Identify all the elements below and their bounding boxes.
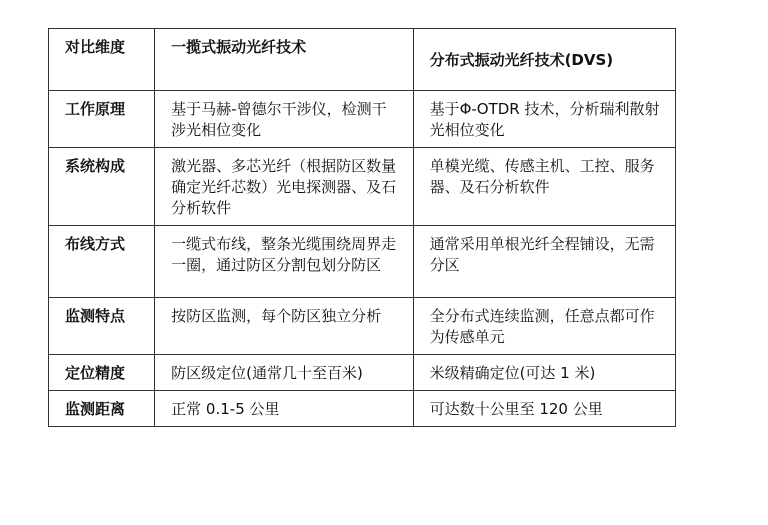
table-row bbox=[49, 226, 676, 298]
table-row bbox=[49, 355, 676, 391]
row-tech-a: 基于马赫-曾德尔干涉仪，检测干涉光相位变化 bbox=[155, 91, 413, 148]
table-header-row bbox=[49, 29, 676, 91]
row-tech-b: 通常采用单根光纤全程铺设，无需分区 bbox=[413, 226, 675, 298]
row-tech-a: 激光器、多芯光纤（根据防区数量确定光纤芯数）光电探测器、及石分析软件 bbox=[155, 148, 413, 226]
row-dimension: 系统构成 bbox=[49, 148, 155, 226]
row-tech-a: 按防区监测，每个防区独立分析 bbox=[155, 298, 413, 355]
table-row bbox=[49, 298, 676, 355]
row-dimension: 定位精度 bbox=[49, 355, 155, 391]
row-tech-b: 单模光缆、传感主机、工控、服务器、及石分析软件 bbox=[413, 148, 675, 226]
row-tech-b: 基于Φ-OTDR 技术，分析瑞利散射光相位变化 bbox=[413, 91, 675, 148]
row-tech-b: 全分布式连续监测，任意点都可作为传感单元 bbox=[413, 298, 675, 355]
header-dimension: 对比维度 bbox=[49, 29, 155, 91]
table-row bbox=[49, 148, 676, 226]
table-row bbox=[49, 391, 676, 427]
row-tech-a: 一缆式布线，整条光缆围绕周界走一圈，通过防区分割包划分防区 bbox=[155, 226, 413, 298]
row-dimension: 布线方式 bbox=[49, 226, 155, 298]
header-tech-a: 一揽式振动光纤技术 bbox=[155, 29, 413, 91]
row-dimension: 监测距离 bbox=[49, 391, 155, 427]
comparison-table bbox=[48, 28, 676, 427]
row-tech-b: 可达数十公里至 120 公里 bbox=[413, 391, 675, 427]
row-dimension: 工作原理 bbox=[49, 91, 155, 148]
header-tech-b: 分布式振动光纤技术(DVS) bbox=[413, 29, 675, 91]
row-tech-a: 防区级定位(通常几十至百米) bbox=[155, 355, 413, 391]
row-dimension: 监测特点 bbox=[49, 298, 155, 355]
table-row bbox=[49, 91, 676, 148]
row-tech-b: 米级精确定位(可达 1 米) bbox=[413, 355, 675, 391]
row-tech-a: 正常 0.1-5 公里 bbox=[155, 391, 413, 427]
